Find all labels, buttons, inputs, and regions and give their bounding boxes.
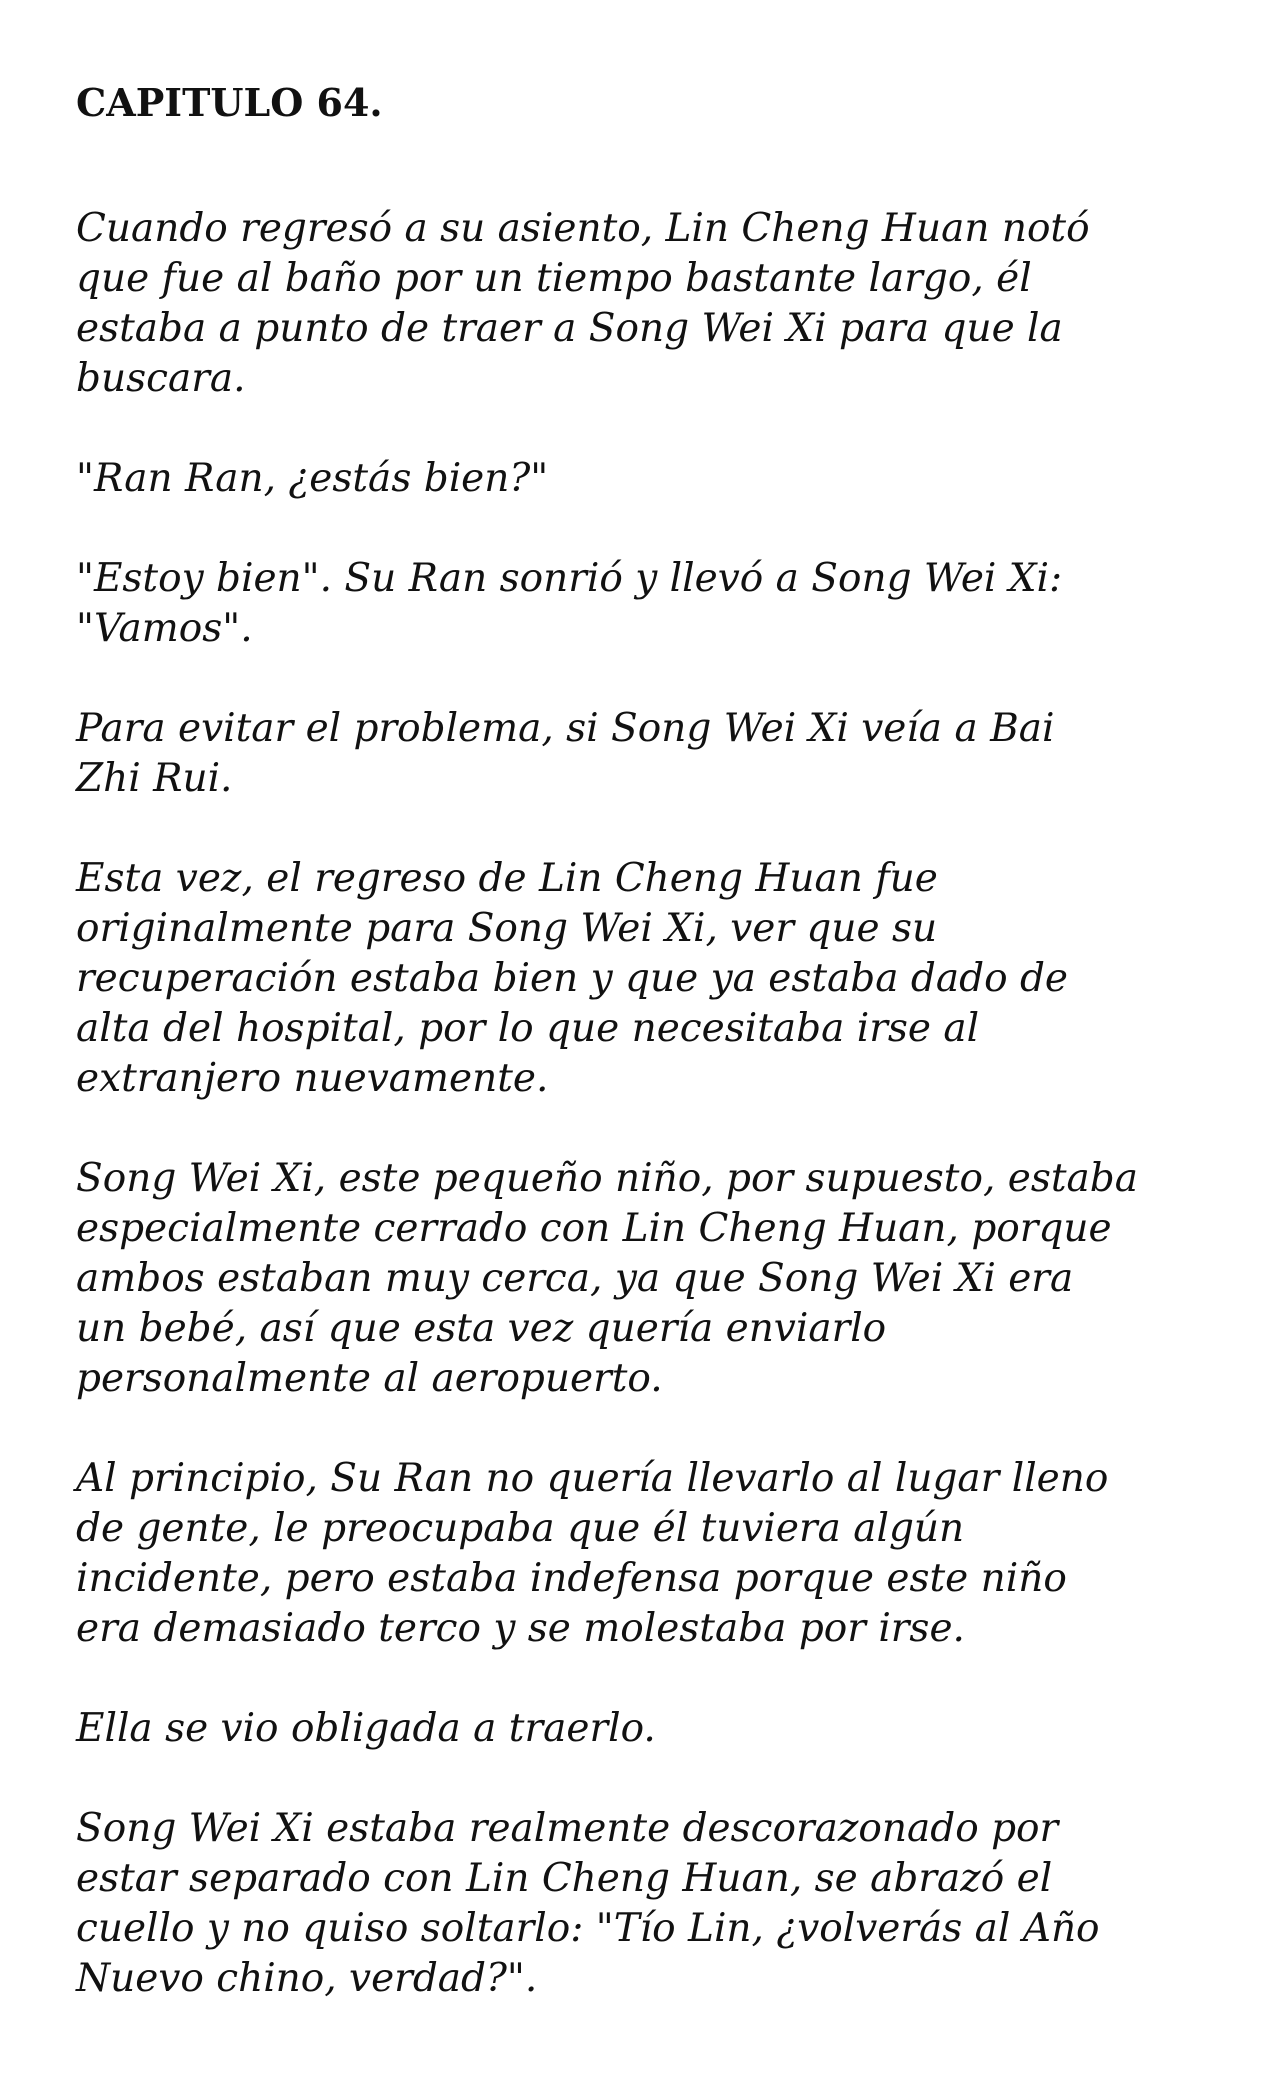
chapter-title: CAPITULO 64. bbox=[76, 80, 383, 125]
paragraph-7: Al principio, Su Ran no quería llevarlo al lugar lleno de gente, le preocupaba que él tuviera algún incidente, pero estaba indefensa porque este niño era demasiado terco y se molestaba por irse. bbox=[76, 1456, 1109, 1651]
document-page bbox=[76, 78, 1226, 2054]
paragraph-5: Esta vez, el regreso de Lin Cheng Huan fue originalmente para Song Wei Xi, ver que su recuperación estaba bien y que ya estaba dado de alta del hospital, por lo que necesitaba irse al extranjero nuevamente. bbox=[76, 856, 1069, 1101]
paragraph-2: "Ran Ran, ¿estás bien?" bbox=[76, 456, 549, 501]
paragraph-6: Song Wei Xi, este pequeño niño, por supuesto, estaba especialmente cerrado con Lin Cheng Huan, porque ambos estaban muy cerca, ya que Song Wei Xi era un bebé, así que esta vez quería enviarlo personalmente al aeropuerto. bbox=[76, 1156, 1138, 1401]
paragraph-3: "Estoy bien". Su Ran sonrió y llevó a Song Wei Xi: "Vamos". bbox=[76, 556, 1063, 651]
paragraph-9: Song Wei Xi estaba realmente descorazonado por estar separado con Lin Cheng Huan, se abrazó el cuello y no quiso soltarlo: "Tío Lin, ¿volverás al Año Nuevo chino, verdad?". bbox=[76, 1806, 1100, 2001]
paragraph-1: Cuando regresó a su asiento, Lin Cheng Huan notó que fue al baño por un tiempo bastante largo, él estaba a punto de traer a Song Wei Xi para que la buscara. bbox=[76, 206, 1090, 401]
paragraph-8: Ella se vio obligada a traerlo. bbox=[76, 1706, 656, 1751]
paragraph-4: Para evitar el problema, si Song Wei Xi veía a Bai Zhi Rui. bbox=[76, 706, 1055, 801]
